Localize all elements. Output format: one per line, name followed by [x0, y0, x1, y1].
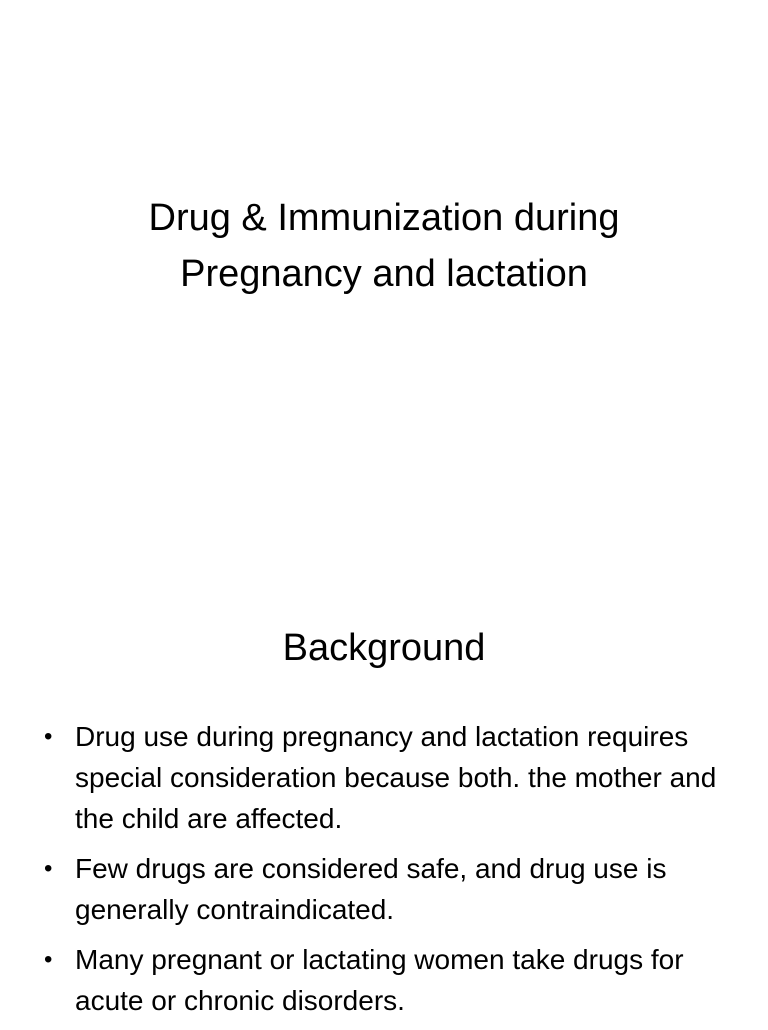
- bullet-icon: •: [44, 855, 53, 882]
- bullet-item: [44, 939, 734, 1021]
- bullet-item: [44, 716, 734, 839]
- section-heading: Background: [282, 627, 486, 669]
- slide-title-line-2: Pregnancy and lactation: [180, 253, 588, 295]
- bullet-text: Many pregnant or lactating women take drugs for acute or chronic disorders.: [75, 944, 684, 1016]
- bullet-icon: •: [44, 723, 53, 750]
- bullet-text: Few drugs are considered safe, and drug use is generally contraindicated.: [75, 853, 667, 925]
- background-slide: [0, 576, 768, 1024]
- bullet-icon: •: [44, 946, 53, 973]
- bullet-item: [44, 848, 734, 930]
- bullet-text: Drug use during pregnancy and lactation requires special consideration because both. the mother and the child are affected.: [75, 721, 717, 834]
- slide-title: [40, 190, 728, 302]
- slide-title-line-1: Drug & Immunization during: [148, 197, 620, 239]
- bullet-list: [44, 716, 734, 1030]
